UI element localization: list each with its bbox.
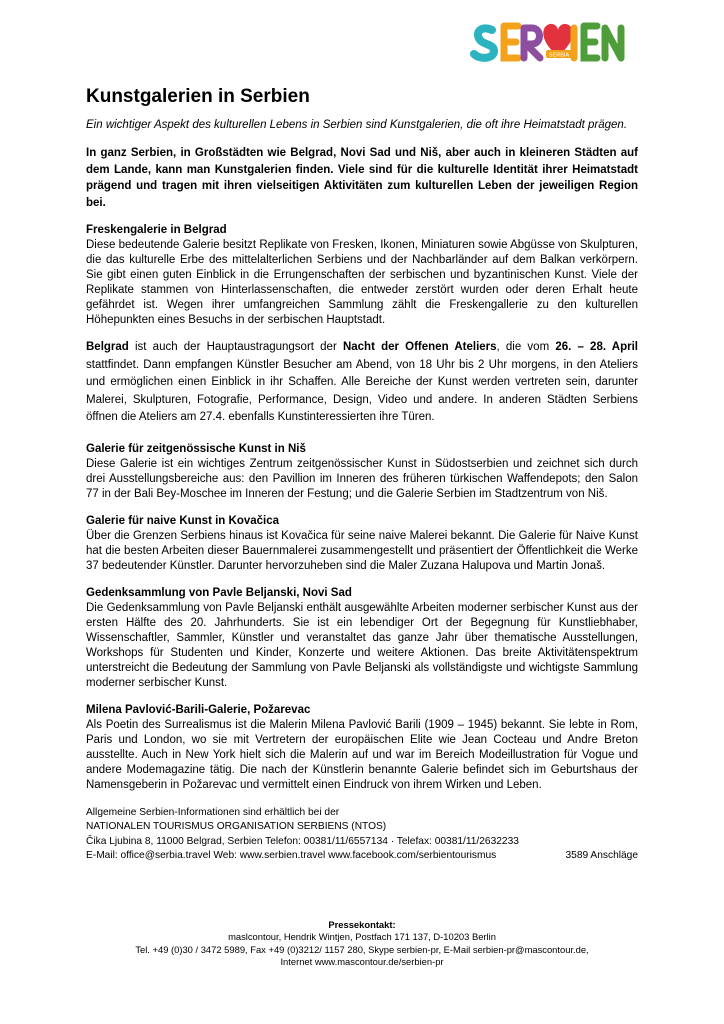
section-freskengalerie [86,223,638,328]
section-kovacica [86,514,638,574]
event-city: Belgrad [86,341,129,353]
logo-graphic [474,24,621,59]
character-count: 3589 Anschläge [565,850,638,861]
event-dates: 26. – 28. April [555,341,638,353]
event-name: Nacht der Offenen Ateliers [342,341,497,353]
contact-line [86,849,638,864]
section-beljanski [86,586,638,691]
section-heading: Freskengalerie in Belgrad [86,224,227,236]
section-heading: Gedenksammlung von Pavle Beljanski, Novi Sad [86,586,352,599]
press-line: maslcontour, Hendrik Wintjen, Postfach 171 137, D-10203 Berlin [228,931,496,943]
section-heading: Galerie für zeitgenössische Kunst in Niš [86,442,306,455]
svg-text:SERBIA: SERBIA [548,52,570,59]
contact-line: Čika Ljubina 8, 11000 Belgrad, Serbien Telefon: 00381/11/6557134 · Telefax: 00381/11/2632233 [86,835,519,847]
section-body: Die Gedenksammlung von Pavle Beljanski enthält ausgewählte Arbeiten moderner serbischer Kunst aus der ersten Hälfte des 20. Jahrhunderts. Sie ist ein lebendiger Ort der Begegnung für Kunstliebhaber, Wissenschaftler, Sammler, Künstler und veranstaltet das ganze Jahr über thematische Ausstellungen, Workshops für Studenten und Kinder, Konzerte und weitere Aktionen. Das breite Aktivitätenspektrum unterstreicht die Bedeutung der Sammlung von Pavle Beljanski als vollständigste und wichtigste Sammlung moderner serbischer Kunst. [86,601,638,689]
page-title: Kunstgalerien in Serbien [86,86,310,107]
intro-paragraph: Ein wichtiger Aspekt des kulturellen Lebens in Serbien sind Kunstgalerien, die oft ihre Heimatstadt prägen. [86,119,628,131]
press-line: Tel. +49 (0)30 / 3472 5989, Fax +49 (0)3212/ 1157 280, Skype serbien-pr, E-Mail serbien-pr@mascontour.de, [135,943,589,955]
serbien-logo [470,16,630,64]
section-heading: Milena Pavlović-Barili-Galerie, Požarevac [86,703,311,716]
section-barili [86,703,638,793]
contact-block [86,806,638,864]
document-body [86,86,638,864]
press-line: Internet www.mascontour.de/serbien-pr [280,955,444,967]
section-nis [86,442,638,502]
press-title: Pressekontakt: [328,919,396,930]
section-body: Diese Galerie ist ein wichtiges Zentrum zeitgenössischer Kunst in Südostserbien und zeichnet sich durch drei Ausstellungsbereiche aus: den Pavillion im Inneren des früheren türkischen Waffendepots; den Salon 77 in der Bali Bey-Moschee im Inneren der Festung; und die Galerie Serbien im Stadtzentrum von Niš. [86,457,638,500]
press-contact [86,919,638,968]
section-body: Als Poetin des Surrealismus ist die Malerin Milena Pavlović Barili (1909 – 1945) bekannt. Sie lebte in Rom, Paris und London, wo sie mit Vertretern der europäischen Elite wie Jean Cocteau und Andre Breton ausstellte. Auch in New York hielt sich die Malerin auf und war im Bereich Modeillustration für Vogue und andere Modemagazine tätig. Die nach der Künstlerin benannte Galerie befindet sich im Geburtshaus der Namensgeberin in Požarevac und vermittelt einen Eindruck von ihrem Wirken und Leben. [86,718,638,791]
events-paragraph: Belgrad ist auch der Hauptaustragungsort der Nacht der Offenen Ateliers, die vom 26. – 28. April stattfindet. Dann empfangen Künstler Besucher am Abend, von 18 Uhr bis 2 Uhr morgens, in den Ateliers und ermöglichen einen Einblick in ihr Schaffen. Alle Bereiche der Kunst werden vertreten sein, darunter Malerei, Skulpturen, Fotografie, Performance, Design, Video und andere. In anderen Städten Serbiens öffnen die Ateliers am 27.4. ebenfalls Kunstinteressierten ihre Türen. [86,341,638,423]
section-body: Diese bedeutende Galerie besitzt Replikate von Fresken, Ikonen, Miniaturen sowie Abgüsse von Skulpturen, die das kulturelle Erbe des mittelalterlichen Serbiens und der Nachbarländer auf dem Balkan verkörpern. Sie gibt einen guten Einblick in die Errungenschaften der serbischen und byzantinischen Kunst. Viele der Replikate stammen von Hinterlassenschaften, die entweder zerstört wurden oder deren Erhalt heute gefährdet ist. Wegen ihrer umfangreichen Sammlung zählt die Freskengallerie zu den kulturellen Höhepunkten eines Besuchs in der serbischen Hauptstadt. [86,239,638,326]
section-heading: Galerie für naive Kunst in Kovačica [86,514,280,527]
contact-line: NATIONALEN TOURISMUS ORGANISATION SERBIENS (NTOS) [86,821,387,832]
lead-paragraph: In ganz Serbien, in Großstädten wie Belgrad, Novi Sad und Niš, aber auch in kleineren Städten auf dem Lande, kann man Kunstgalerien finden. Viele sind für die kulturelle Identität ihrer Heimatstadt prägend und tragen mit ihren vielseitigen Aktivitäten zum kulturellen Leben der jeweiligen Region bei. [86,147,638,209]
contact-web-email: E-Mail: office@serbia.travel Web: www.serbien.travel www.facebook.com/serbientourismus [86,850,497,861]
contact-line: Allgemeine Serbien-Informationen sind erhältlich bei der [86,806,340,818]
section-body: Über die Grenzen Serbiens hinaus ist Kovačica für seine naive Malerei bekannt. Die Galerie für Naive Kunst hat die besten Arbeiten dieser Bauernmalerei zusammengestellt und präsentiert der Öffentlichkeit die Werke 37 bedeutender Künstler. Darunter hervorzuheben sind die Maler Zuzana Halupova und Martin Jonaš. [86,529,638,572]
